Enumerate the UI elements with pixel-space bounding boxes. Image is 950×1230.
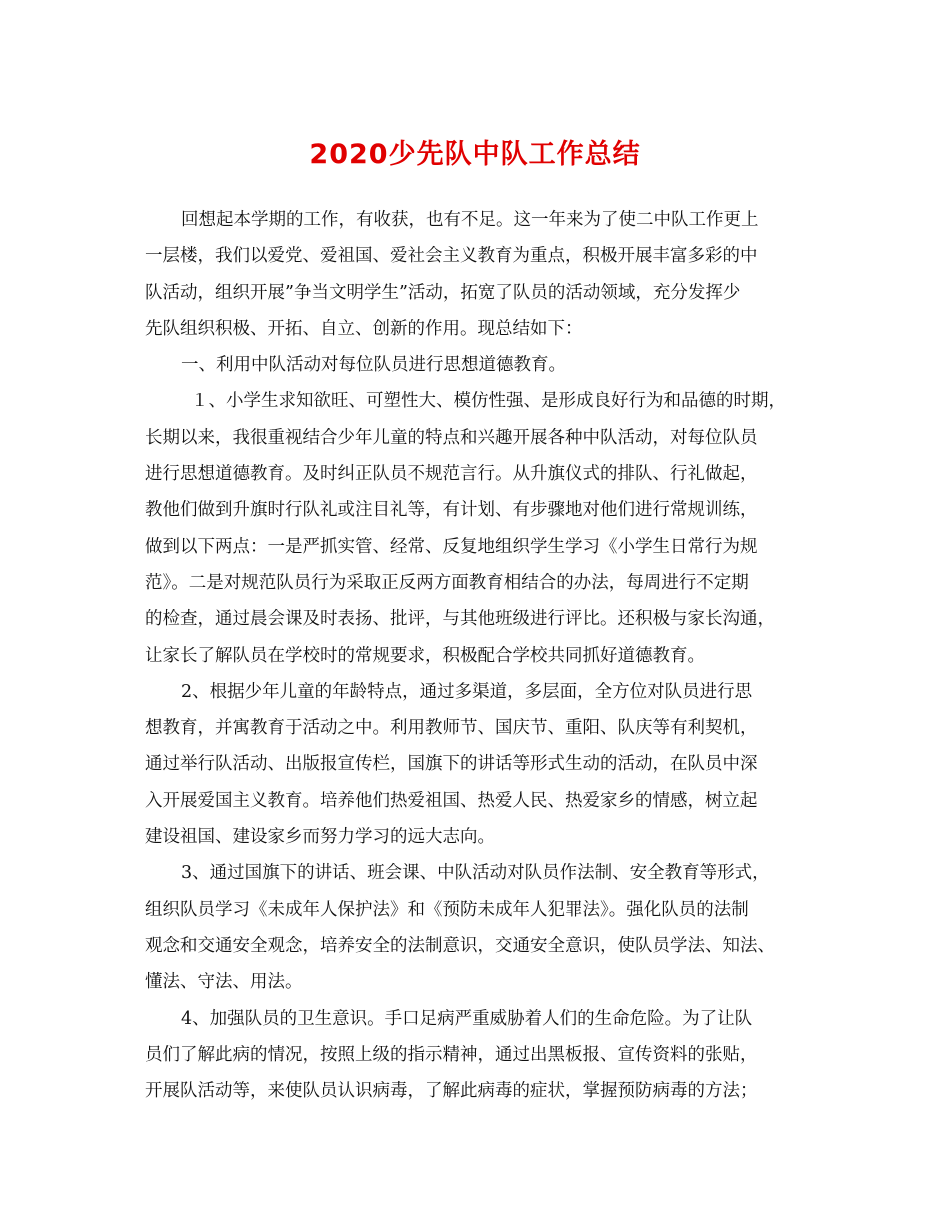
section-heading: 一、利用中队活动对每位队员进行思想道德教育。 — [181, 355, 566, 376]
paragraph-line: 的检查，通过晨会课及时表扬、批评，与其他班级进行评比。还积极与家长沟通， — [145, 609, 775, 630]
paragraph-line: 懂法、守法、用法。 — [145, 972, 303, 993]
paragraph-line: 教他们做到升旗时行队礼或注目礼等，有计划、有步骤地对他们进行常规训练， — [145, 500, 758, 521]
paragraph-line: 做到以下两点：一是严抓实管、经常、反复地组织学生学习《小学生日常行为规 — [145, 536, 758, 557]
paragraph-line: 想教育，并寓教育于活动之中。利用教师节、国庆节、重阳、队庆等有利契机， — [145, 718, 758, 739]
paragraph-line: 先队组织积极、开拓、自立、创新的作用。现总结如下： — [145, 318, 583, 339]
paragraph-line: 观念和交通安全观念，培养安全的法制意识，交通安全意识，使队员学法、知法、 — [145, 935, 775, 956]
paragraph-line: 开展队活动等，来使队员认识病毒，了解此病毒的症状，掌握预防病毒的方法； — [145, 1081, 758, 1102]
paragraph-line: 员们了解此病的情况，按照上级的指示精神，通过出黑板报、宣传资料的张贴， — [145, 1044, 758, 1065]
paragraph-line: 入开展爱国主义教育。培养他们热爱祖国、热爱人民、热爱家乡的情感，树立起 — [145, 790, 758, 811]
paragraph-line: 4、加强队员的卫生意识。手口足病严重威胁着人们的生命危险。为了让队 — [181, 1008, 753, 1029]
paragraph-line: 让家长了解队员在学校时的常规要求，积极配合学校共同抓好道德教育。 — [145, 645, 705, 666]
document-title: 2020少先队中队工作总结 — [309, 139, 641, 170]
paragraph-line: 长期以来，我很重视结合少年儿童的特点和兴趣开展各种中队活动，对每位队员 — [145, 427, 758, 448]
paragraph-line: 进行思想道德教育。及时纠正队员不规范言行。从升旗仪式的排队、行礼做起， — [145, 464, 758, 485]
paragraph-line: 范》。二是对规范队员行为采取正反两方面教育相结合的办法，每周进行不定期 — [145, 572, 749, 593]
paragraph-line: 组织队员学习《未成年人保护法》和《预防未成年人犯罪法》。强化队员的法制 — [145, 899, 749, 920]
paragraph-line: 建设祖国、建设家乡而努力学习的远大志向。 — [145, 827, 495, 848]
paragraph-line: 回想起本学期的工作，有收获，也有不足。这一年来为了使二中队工作更上 — [181, 210, 759, 230]
paragraph-line: １、小学生求知欲旺、可塑性大、模仿性强、是形成良好行为和品德的时期， — [191, 391, 786, 412]
paragraph-line: 队活动，组织开展”争当文明学生”活动，拓宽了队员的活动领域，充分发挥少 — [145, 282, 741, 303]
paragraph-line: 通过举行队活动、出版报宣传栏，国旗下的讲话等形式生动的活动，在队员中深 — [145, 754, 758, 775]
document-body — [145, 202, 805, 1109]
paragraph-line: 3、通过国旗下的讲话、班会课、中队活动对队员作法制、安全教育等形式， — [181, 863, 770, 884]
paragraph-line: 2、根据少年儿童的年龄特点，通过多渠道，多层面，全方位对队员进行思 — [181, 681, 753, 702]
paragraph-line: 一层楼，我们以爱党、爱祖国、爱社会主义教育为重点，积极开展丰富多彩的中 — [145, 246, 758, 267]
